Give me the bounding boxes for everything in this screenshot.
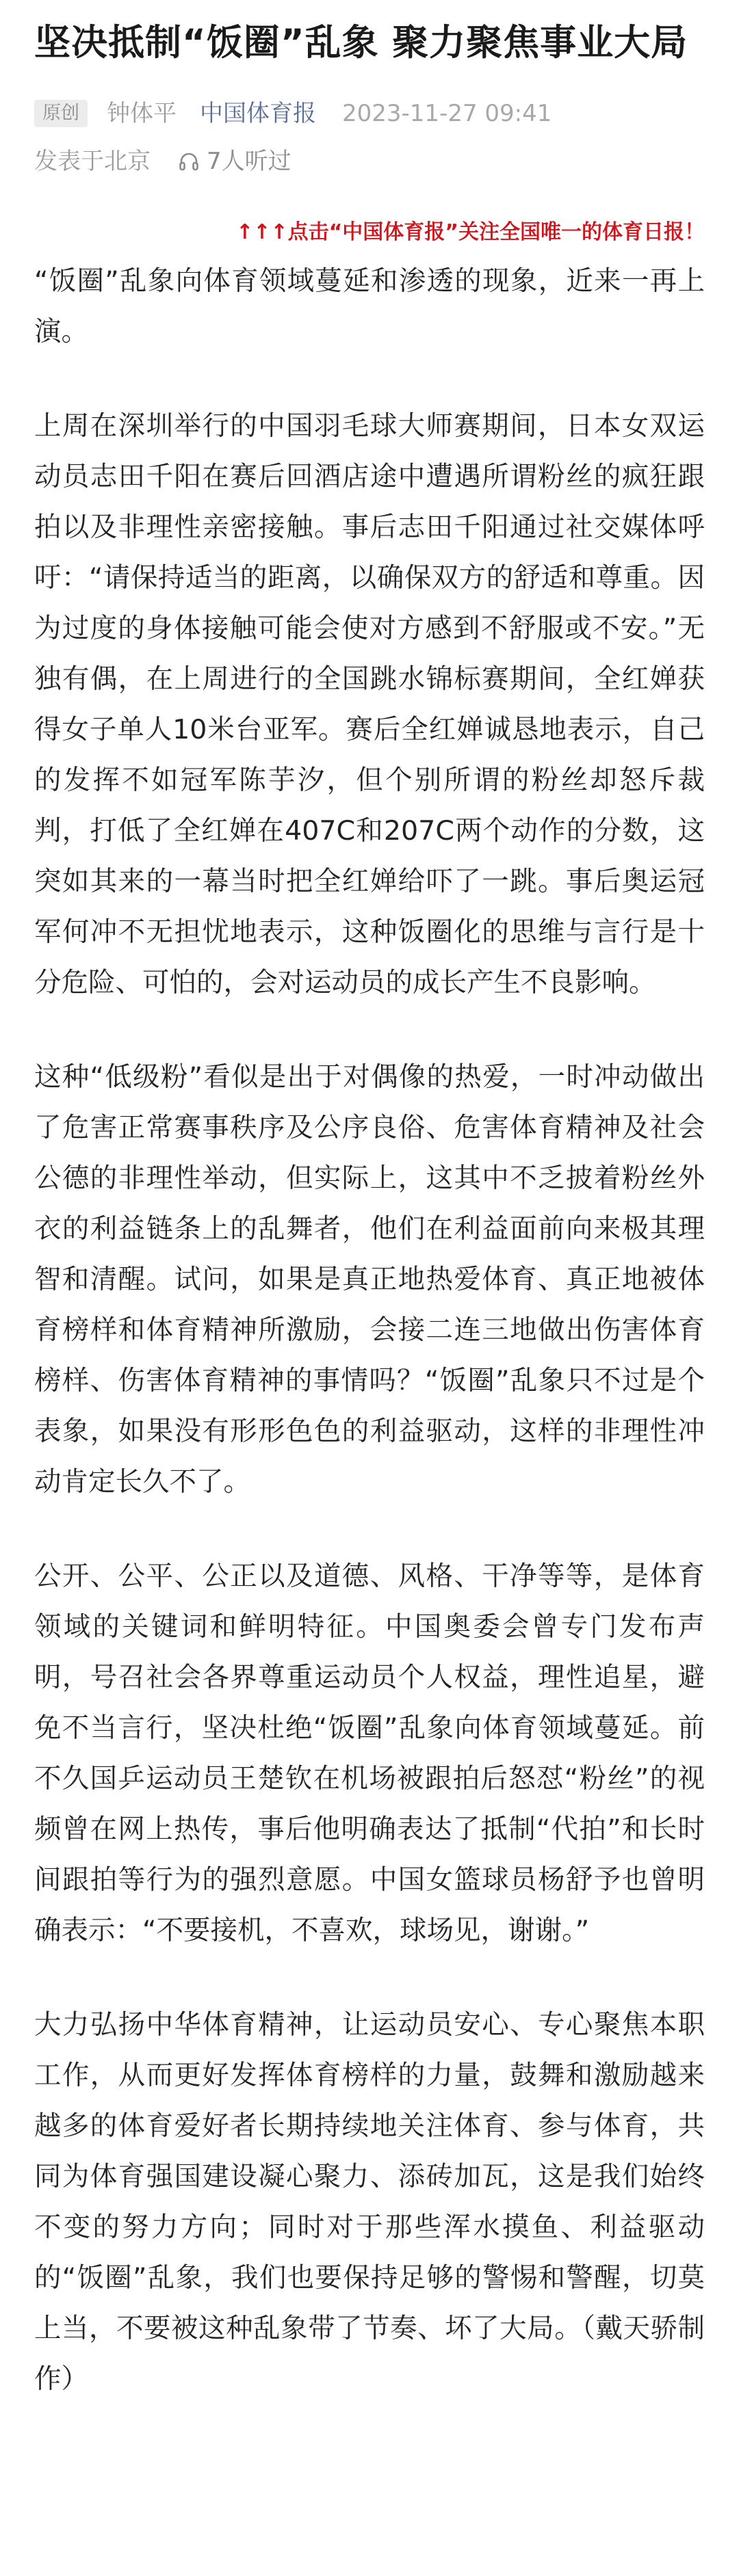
paragraph: 这种“低级粉”看似是出于对偶像的热爱，一时冲动做出了危害正常赛事秩序及公序良俗、危害体育精神及社会公德的非理性举动，但实际上，这其中不乏披着粉丝外衣的利益链条上的乱舞者，他们在利益面前向来极其理智和清醒。试问，如果是真正地热爱体育、真正地被体育榜样和体育精神所激励，会接二连三地做出伤害体育榜样、伤害体育精神的事情吗？“饭圈”乱象只不过是个表象，如果没有形形色色的利益驱动，这样的非理性冲动肯定长久不了。 — [34, 1061, 705, 1498]
article-meta-secondary — [34, 145, 705, 178]
listen-count: 7人听过 — [207, 148, 291, 175]
paragraph: 公开、公平、公正以及道德、风格、干净等等，是体育领域的关键词和鲜明特征。中国奥委会曾专门发布声明，号召社会各界尊重运动员个人权益，理性追星，避免不当言行，坚决杜绝“饭圈”乱象向体育领域蔓延。前不久国乒运动员王楚钦在机场被跟拍后怒怼“粉丝”的视频曾在网上热传，事后他明确表达了抵制“代拍”和长时间跟拍等行为的强烈意愿。中国女篮球员杨舒予也曾明确表示：“不要接机，不喜欢，球场见，谢谢。” — [34, 1561, 705, 1946]
author-name: 钟体平 — [107, 100, 177, 127]
paragraph: “饭圈”乱象向体育领域蔓延和渗透的现象，近来一再上演。 — [34, 265, 705, 347]
article-title: 坚决抵制“饭圈”乱象 聚力聚焦事业大局 — [34, 22, 688, 64]
article-body — [34, 256, 705, 2404]
paragraph: 大力弘扬中华体育精神，让运动员安心、专心聚焦本职工作，从而更好发挥体育榜样的力量，鼓舞和激励越来越多的体育爱好者长期持续地关注体育、参与体育，共同为体育强国建设凝心聚力、添砖加瓦，这是我们始终不变的努力方向；同时对于那些浑水摸鱼、利益驱动的“饭圈”乱象，我们也要保持足够的警惕和警醒，切莫上当，不要被这种乱象带了节奏、坏了大局。（戴天骄制作） — [34, 2009, 705, 2395]
paragraph: 上周在深圳举行的中国羽毛球大师赛期间，日本女双运动员志田千阳在赛后回酒店途中遭遇所谓粉丝的疯狂跟拍以及非理性亲密接触。事后志田千阳通过社交媒体呼吁：“请保持适当的距离，以确保双方的舒适和尊重。因为过度的身体接触可能会使对方感到不舒服或不安。”无独有偶，在上周进行的全国跳水锦标赛期间，全红婵获得女子单人10米台亚军。赛后全红婵诚恳地表示，自己的发挥不如冠军陈芋汐，但个别所谓的粉丝却怒斥裁判，打低了全红婵在407C和207C两个动作的分数，这突如其来的一幕当时把全红婵给吓了一跳。事后奥运冠军何冲不无担忧地表示，这种饭圈化的思维与言行是十分危险、可怕的，会对运动员的成长产生不良影响。 — [34, 410, 705, 998]
original-badge: 原创 — [34, 100, 88, 127]
listen-button[interactable] — [178, 145, 291, 178]
publish-time: 2023-11-27 09:41 — [342, 100, 552, 127]
follow-promo-link[interactable]: ↑↑↑点击“中国体育报”关注全国唯一的体育日报！ — [236, 220, 705, 244]
publish-location: 发表于北京 — [34, 148, 151, 175]
article-meta — [34, 97, 705, 130]
headphone-icon — [178, 150, 200, 172]
account-link[interactable]: 中国体育报 — [200, 100, 316, 127]
